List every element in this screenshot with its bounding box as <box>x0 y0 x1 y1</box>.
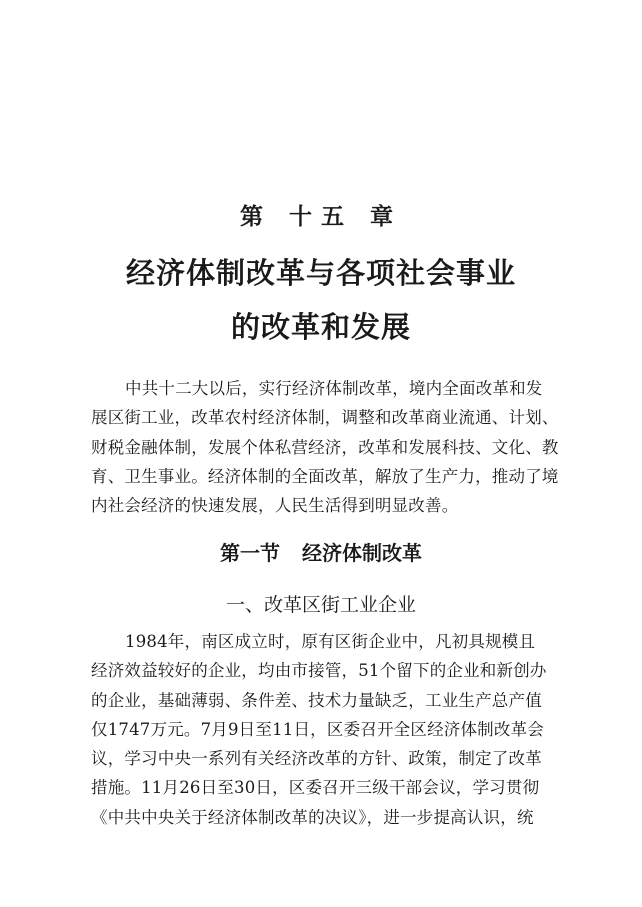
paragraph-line: 议，学习中央一系列有关经济改革的方针、政策，制定了改革 <box>91 749 542 769</box>
subsection-heading: 一、改革区街工业企业 <box>225 594 416 616</box>
paragraph-line: 1984年，南区成立时，原有区街企业中，凡初具规模且 <box>125 632 536 651</box>
chapter-title-line-2: 的改革和发展 <box>230 310 411 344</box>
chapter-title-line-1: 经济体制改革与各项社会事业 <box>125 256 516 290</box>
paragraph-line: 仅1747万元。7月9日至11日，区委召开全区经济体制改革会 <box>91 719 544 739</box>
section-heading <box>0 537 642 566</box>
paragraph-line: 措施。11月26日至30日，区委召开三级干部会议，学习贯彻 <box>91 778 540 798</box>
paragraph-line: 经济效益较好的企业，均由市接管，51个留下的企业和新创办 <box>91 661 547 681</box>
intro-line: 内社会经济的快速发展，人民生活得到明显改善。 <box>91 496 459 516</box>
chapter-number: 第 十五 章 <box>239 204 402 230</box>
paragraph-line: 的企业，基础薄弱、条件差、技术力量缺乏，工业生产总产值 <box>91 690 542 710</box>
section-label: 第一节 <box>220 541 280 565</box>
intro-paragraph <box>91 374 557 520</box>
paragraph-line: 《中共中央关于经济体制改革的决议》，进一步提高认识，统 <box>91 807 534 827</box>
intro-line: 展区街工业，改革农村经济体制，调整和改革商业流通、计划、 <box>91 408 559 428</box>
intro-line: 中共十二大以后，实行经济体制改革，境内全面改革和发 <box>125 379 543 398</box>
intro-line: 育、卫生事业。经济体制的全面改革，解放了生产力，推动了境 <box>91 466 559 486</box>
body-paragraph <box>91 627 557 832</box>
intro-line: 财税金融体制，发展个体私营经济，改革和发展科技、文化、教 <box>91 437 559 457</box>
section-title: 经济体制改革 <box>302 541 422 565</box>
